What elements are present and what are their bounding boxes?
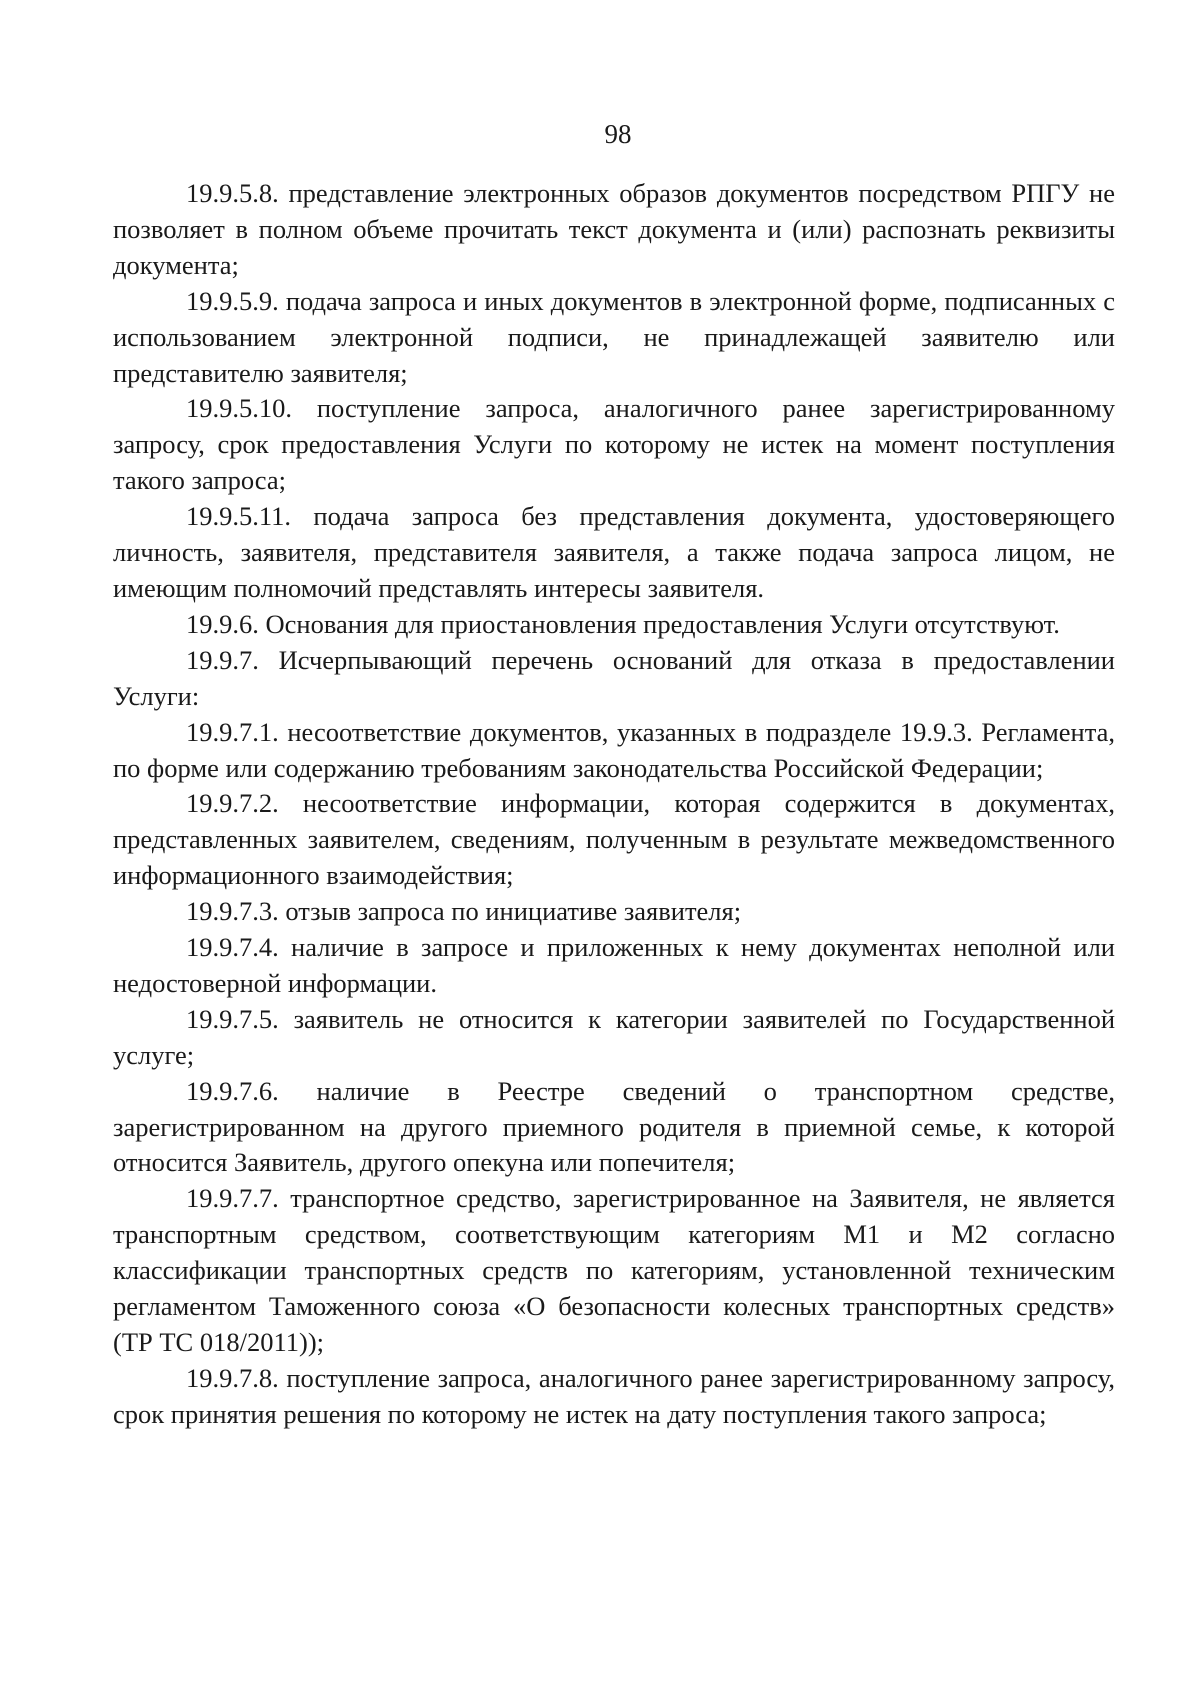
- paragraph-19-9-7-5: 19.9.7.5. заявитель не относится к категории заявителей по Государственной услуге;: [113, 1003, 1115, 1070]
- paragraph-19-9-7-8: 19.9.7.8. поступление запроса, аналогичного ранее зарегистрированному запросу, срок принятия решения по которому не истек на дату поступления такого запроса;: [113, 1362, 1115, 1429]
- paragraph-19-9-7-1: 19.9.7.1. несоответствие документов, указанных в подразделе 19.9.3. Регламента, по форме или содержанию требованиям законодательства Российской Федерации;: [113, 716, 1115, 783]
- paragraph-19-9-5-11: 19.9.5.11. подача запроса без представления документа, удостоверяющего личность, заявителя, представителя заявителя, а также подача запроса лицом, не имеющим полномочий представлять интересы заявителя.: [113, 501, 1115, 603]
- paragraph-19-9-7-6: 19.9.7.6. наличие в Реестре сведений о транспортном средстве, зарегистрированном на другого приемного родителя в приемной семье, к которой относится Заявитель, другого опекуна или попечителя;: [113, 1075, 1115, 1178]
- paragraph-19-9-5-9: 19.9.5.9. подача запроса и иных документов в электронной форме, подписанных с использованием электронной подписи, не принадлежащей заявителю или представителю заявителя;: [113, 285, 1115, 388]
- document-body: [113, 176, 1115, 1433]
- page-number: 98: [604, 119, 632, 149]
- paragraph-19-9-7-2: 19.9.7.2. несоответствие информации, которая содержится в документах, представленных заявителем, сведениям, полученным в результате межведомственного информационного взаимодействия;: [113, 788, 1115, 891]
- paragraph-19-9-7: 19.9.7. Исчерпывающий перечень оснований для отказа в предоставлении Услуги:: [113, 644, 1115, 711]
- paragraph-19-9-5-8: 19.9.5.8. представление электронных образов документов посредством РПГУ не позволяет в полном объеме прочитать текст документа и (или) распознать реквизиты документа;: [113, 178, 1115, 280]
- paragraph-19-9-7-7: 19.9.7.7. транспортное средство, зарегистрированное на Заявителя, не является транспортным средством, соответствующим категориям М1 и М2 согласно классификации транспортных средств по категориям, установленной техническим регламентом Таможенного союза «О безопасности колесных транспортных средств» (ТР ТС 018/2011));: [113, 1183, 1115, 1357]
- paragraph-19-9-6: 19.9.6. Основания для приостановления предоставления Услуги отсутствуют.: [186, 608, 1060, 639]
- paragraph-19-9-7-4: 19.9.7.4. наличие в запросе и приложенных к нему документах неполной или недостоверной информации.: [113, 932, 1115, 998]
- paragraph-19-9-7-3: 19.9.7.3. отзыв запроса по инициативе заявителя;: [186, 896, 742, 927]
- paragraph-19-9-5-10: 19.9.5.10. поступление запроса, аналогичного ранее зарегистрированному запросу, срок предоставления Услуги по которому не истек на момент поступления такого запроса;: [113, 393, 1115, 496]
